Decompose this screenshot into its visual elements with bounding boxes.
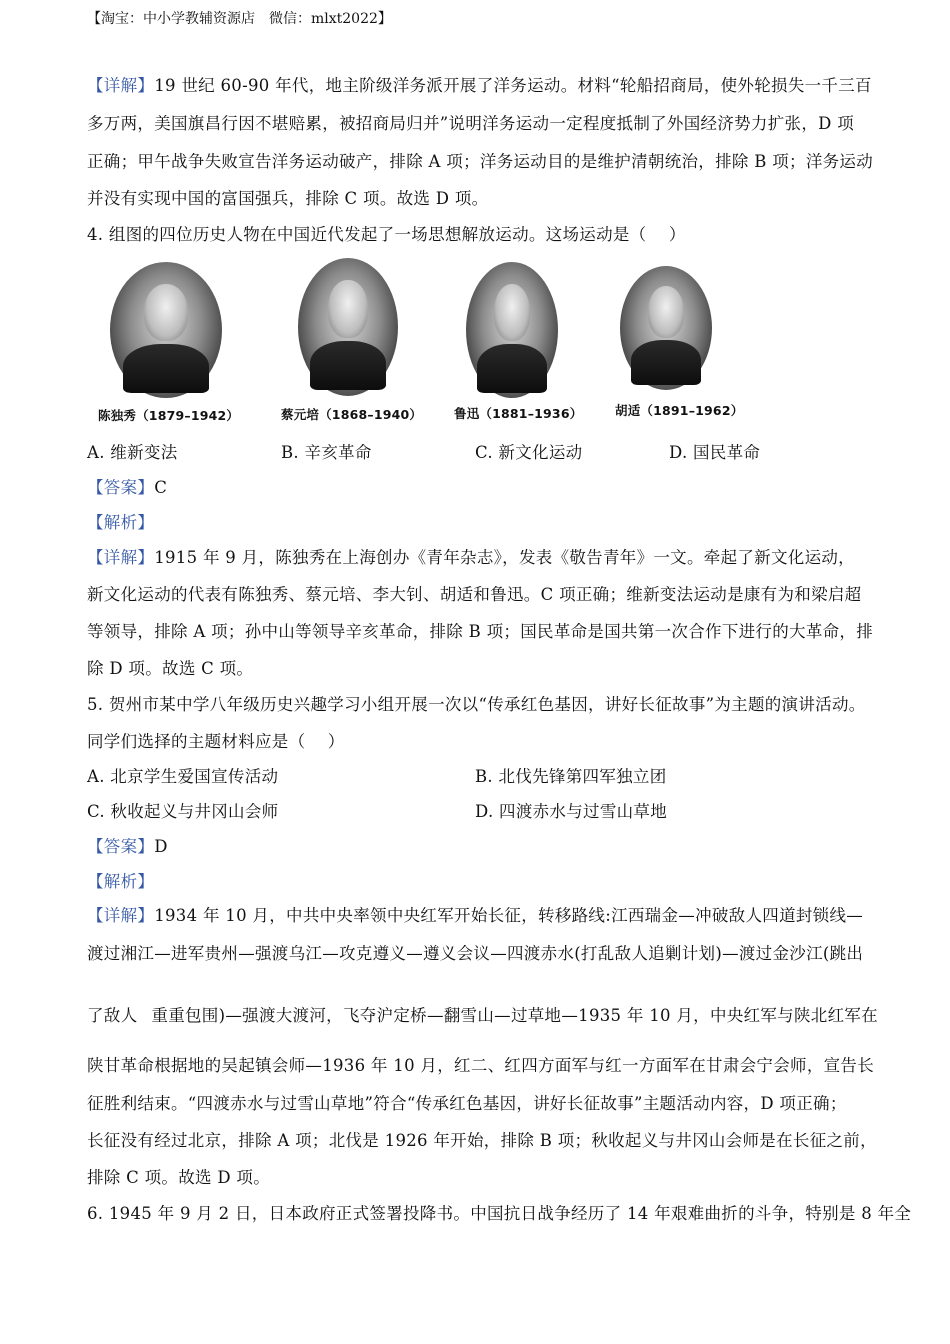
q6-stem: 6. 1945 年 9 月 2 日，日本政府正式签署投降书。中国抗日战争经历了 14 年艰难曲折的斗争，特别是 8 年全: [87, 1204, 912, 1223]
q4-option-c: C. 新文化运动: [475, 443, 583, 462]
page-header: 【淘宝：中小学教辅资源店 微信：mlxt2022】: [87, 11, 392, 27]
q5-option-b: B. 北伐先锋第四军独立团: [475, 767, 667, 786]
q5-option-c: C. 秋收起义与井冈山会师: [87, 802, 279, 821]
q4-detail-line1: 【详解】1915 年 9 月，陈独秀在上海创办《青年杂志》，发表《敬告青年》一文。牵起了新文化运动，: [87, 548, 855, 567]
q5-detail-line2: 渡过湘江—进军贵州—强渡乌江—攻克遵义—遵义会议—四渡赤水(打乱敌人追剿计划)—渡过金沙江(跳出: [87, 944, 864, 963]
q3-detail-line4: 并没有实现中国的富国强兵，排除 C 项。故选 D 项。: [87, 189, 489, 208]
q4-detail-line2: 新文化运动的代表有陈独秀、蔡元培、李大钊、胡适和鲁迅。C 项正确；维新变法运动是康有为和梁启超: [87, 585, 862, 604]
portrait-chen-duxiu: [110, 262, 222, 398]
q5-detail-line4: 陕甘革命根据地的吴起镇会师—1936 年 10 月，红二、红四方面军与红一方面军在甘肃会宁会师，宣告长: [87, 1056, 875, 1075]
q3-detail-line1: 【详解】19 世纪 60-90 年代，地主阶级洋务派开展了洋务运动。材料“轮船招商局，使外轮损失一千三百: [87, 76, 872, 95]
q5-option-a: A. 北京学生爱国宣传活动: [87, 767, 279, 786]
q5-detail-line7: 排除 C 项。故选 D 项。: [87, 1168, 271, 1187]
q5-detail-line1: 【详解】1934 年 10 月，中共中央率领中央红军开始长征，转移路线:江西瑞金—冲破敌人四道封锁线—: [87, 906, 864, 925]
q5-stem-line2: 同学们选择的主题材料应是（ ）: [87, 732, 345, 751]
q4-option-a: A. 维新变法: [87, 443, 178, 462]
q4-detail-line3: 等领导，排除 A 项；孙中山等领导辛亥革命，排除 B 项；国民革命是国共第一次合作下进行的大革命，排: [87, 622, 874, 641]
q5-answer: 【答案】D: [87, 837, 168, 856]
q5-detail-line6: 长征没有经过北京，排除 A 项；北伐是 1926 年开始，排除 B 项；秋收起义与井冈山会师是在长征之前，: [87, 1131, 877, 1150]
q4-option-b: B. 辛亥革命: [281, 443, 372, 462]
q5-stem-line1: 5. 贺州市某中学八年级历史兴趣学习小组开展一次以“传承红色基因，讲好长征故事”为主题的演讲活动。: [87, 695, 866, 714]
portrait-lu-xun: [466, 262, 558, 398]
q5-analysis-tag: 【解析】: [87, 872, 155, 891]
portrait-hu-shi: [620, 266, 712, 390]
caption-chen-duxiu: 陈独秀（1879–1942）: [98, 408, 240, 423]
q3-detail-line2: 多万两，美国旗昌行因不堪赔累，被招商局归并”说明洋务运动一定程度抵制了外国经济势力扩张，D 项: [87, 114, 855, 133]
q3-detail-line3: 正确；甲午战争失败宣告洋务运动破产，排除 A 项；洋务运动目的是维护清朝统治，排除 B 项；洋务运动: [87, 152, 874, 171]
q4-answer: 【答案】C: [87, 478, 168, 497]
q5-detail-line5: 征胜利结束。“四渡赤水与过雪山草地”符合“传承红色基因，讲好长征故事”主题活动内容，D 项正确；: [87, 1094, 847, 1113]
q5-detail-line3: 了敌人 重重包围)—强渡大渡河，飞夺沪定桥—翻雪山—过草地—1935 年 10 月，中央红军与陕北红军在: [87, 1006, 878, 1025]
q5-option-d: D. 四渡赤水与过雪山草地: [475, 802, 668, 821]
detail-tag: 【详解】: [87, 76, 155, 95]
q4-option-d: D. 国民革命: [669, 443, 761, 462]
q4-analysis-tag: 【解析】: [87, 513, 155, 532]
caption-hu-shi: 胡适（1891–1962）: [615, 403, 744, 418]
caption-lu-xun: 鲁迅（1881–1936）: [454, 406, 583, 421]
portrait-cai-yuanpei: [298, 258, 398, 396]
q4-detail-line4: 除 D 项。故选 C 项。: [87, 659, 254, 678]
caption-cai-yuanpei: 蔡元培（1868–1940）: [281, 407, 423, 422]
q4-stem: 4. 组图的四位历史人物在中国近代发起了一场思想解放运动。这场运动是（ ）: [87, 225, 686, 244]
